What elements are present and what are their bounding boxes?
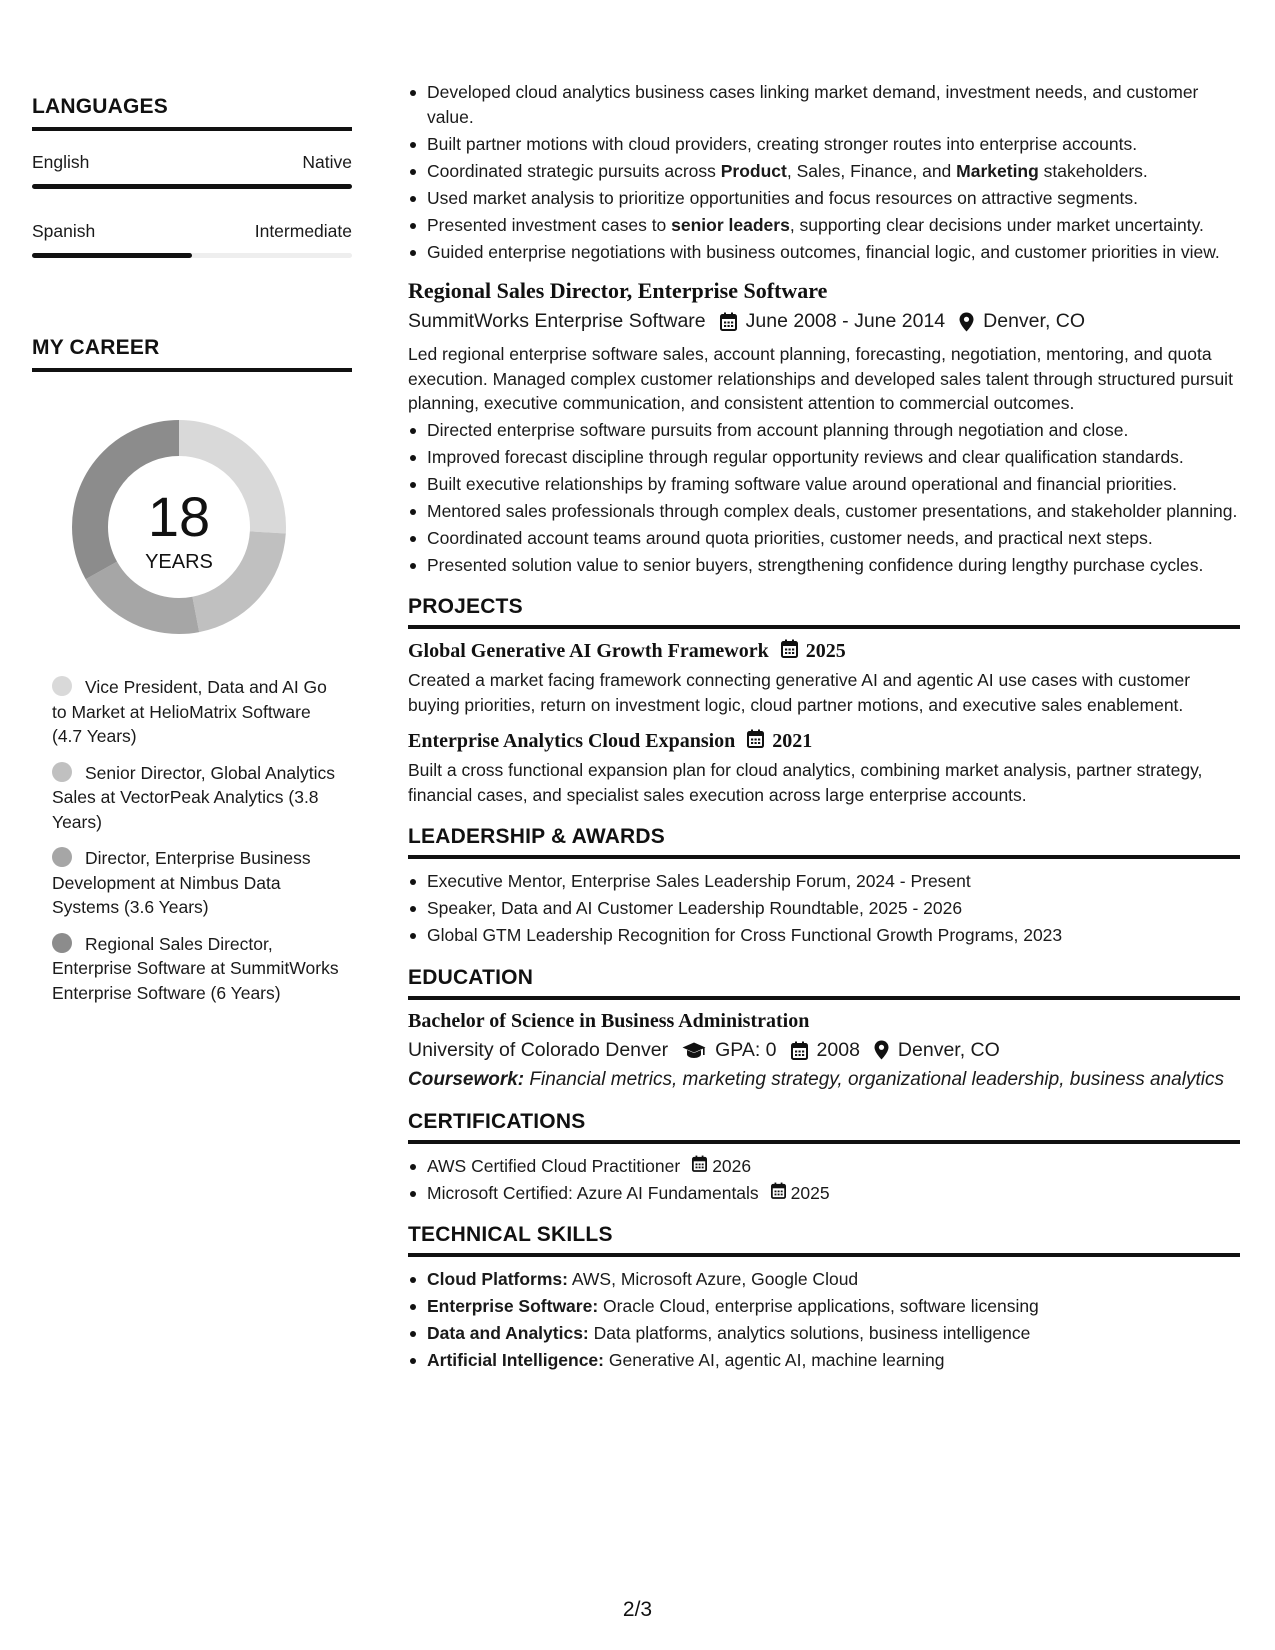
language-bar-spanish bbox=[32, 253, 352, 258]
certification-year: 2025 bbox=[790, 1182, 830, 1203]
legend-dot-icon bbox=[52, 762, 72, 782]
skill-values: Data platforms, analytics solutions, business intelligence bbox=[588, 1323, 1031, 1343]
gpa: GPA: 0 bbox=[715, 1038, 777, 1061]
career-rule bbox=[32, 368, 352, 372]
career-legend-label: Director, Enterprise Business Development at Nimbus Data Systems (3.6 Years) bbox=[52, 848, 311, 917]
job-location: Denver, CO bbox=[983, 310, 1086, 332]
award-item: Speaker, Data and AI Customer Leadership Roundtable, 2025 - 2026 bbox=[408, 896, 1240, 921]
calendar-icon bbox=[692, 1154, 707, 1179]
job-meta bbox=[408, 310, 1240, 333]
graduation-cap-icon bbox=[682, 1042, 706, 1059]
project-year: 2021 bbox=[772, 730, 813, 752]
bullet-item: Improved forecast discipline through regular opportunity reviews and clear qualification standards. bbox=[408, 445, 1240, 470]
career-heading: MY CAREER bbox=[32, 336, 160, 359]
language-bar-fill bbox=[32, 253, 192, 258]
bullet-item: Directed enterprise software pursuits from account planning through negotiation and close. bbox=[408, 418, 1240, 443]
skill-item bbox=[408, 1294, 1240, 1319]
previous-job-bullets bbox=[408, 80, 1240, 264]
languages-section bbox=[32, 95, 352, 131]
bullet-item: Guided enterprise negotiations with business outcomes, financial logic, and customer priorities in view. bbox=[408, 240, 1240, 265]
skill-values: Generative AI, agentic AI, machine learning bbox=[603, 1350, 945, 1370]
certification-item bbox=[408, 1154, 1240, 1179]
skill-values: Oracle Cloud, enterprise applications, software licensing bbox=[598, 1296, 1039, 1316]
skill-item bbox=[408, 1321, 1240, 1346]
education-rule bbox=[408, 996, 1240, 1000]
skill-category: Data and Analytics: bbox=[427, 1323, 589, 1343]
project-description: Built a cross functional expansion plan for cloud analytics, combining market analysis, partner strategy, financial cases, and specialist sales execution across large enterprise accounts. bbox=[408, 760, 1203, 805]
skill-item bbox=[408, 1267, 1240, 1292]
career-legend-item bbox=[52, 846, 342, 920]
bullet-item: Coordinated strategic pursuits across Product, Sales, Finance, and Marketing stakeholders. bbox=[408, 159, 1240, 184]
awards-list bbox=[408, 869, 1240, 948]
project-name: Enterprise Analytics Cloud Expansion bbox=[408, 730, 736, 752]
career-legend bbox=[52, 675, 342, 1017]
job-dates: June 2008 - June 2014 bbox=[745, 310, 946, 332]
projects-heading: PROJECTS bbox=[408, 595, 523, 618]
language-name: English bbox=[32, 152, 90, 172]
calendar-icon bbox=[791, 1041, 808, 1060]
project-year: 2025 bbox=[805, 640, 846, 662]
award-item: Global GTM Leadership Recognition for Cross Functional Growth Programs, 2023 bbox=[408, 923, 1240, 948]
skill-category: Enterprise Software: bbox=[427, 1296, 599, 1316]
career-total-years: 18 bbox=[147, 485, 211, 548]
skill-category: Cloud Platforms: bbox=[427, 1269, 568, 1289]
skill-item bbox=[408, 1348, 1240, 1373]
school-location: Denver, CO bbox=[897, 1038, 1000, 1061]
legend-dot-icon bbox=[52, 933, 72, 953]
page-number: 2/3 bbox=[622, 1598, 653, 1621]
language-english bbox=[32, 152, 352, 173]
main-content bbox=[408, 80, 1240, 1375]
career-legend-label: Regional Sales Director, Enterprise Software at SummitWorks Enterprise Software (6 Years) bbox=[52, 933, 339, 1003]
career-legend-item bbox=[52, 761, 342, 835]
language-spanish bbox=[32, 221, 352, 242]
project-name: Global Generative AI Growth Framework bbox=[408, 640, 769, 662]
job-title: Regional Sales Director, Enterprise Software bbox=[408, 278, 828, 303]
coursework bbox=[408, 1068, 1240, 1092]
job-summary: Led regional enterprise software sales, account planning, forecasting, negotiation, mentoring, and quota execution. Managed complex customer relationships and developed sales talent through structured pursuit planning, executive communication, and consistent attention to commercial outcomes. bbox=[408, 344, 1233, 413]
legend-dot-icon bbox=[52, 676, 72, 696]
project-description: Created a market facing framework connecting generative AI and agentic AI use cases with customer buying priorities, return on investment logic, cloud partner motions, and executive sales enablement. bbox=[408, 670, 1191, 715]
certification-year: 2026 bbox=[712, 1155, 752, 1176]
skill-category: Artificial Intelligence: bbox=[427, 1350, 604, 1370]
projects-section bbox=[408, 595, 1240, 807]
calendar-icon bbox=[771, 1181, 786, 1206]
language-bar-english bbox=[32, 184, 352, 189]
skills-heading: TECHNICAL SKILLS bbox=[408, 1223, 613, 1246]
career-section bbox=[32, 336, 352, 372]
skills-rule bbox=[408, 1253, 1240, 1257]
bullet-item: Built partner motions with cloud providers, creating stronger routes into enterprise accounts. bbox=[408, 132, 1240, 157]
certification-item bbox=[408, 1181, 1240, 1206]
certifications-section bbox=[408, 1110, 1240, 1206]
project-title bbox=[408, 639, 1240, 664]
skills-list bbox=[408, 1267, 1240, 1373]
language-bar-fill bbox=[32, 184, 352, 189]
languages-heading: LANGUAGES bbox=[32, 95, 168, 118]
language-level: Intermediate bbox=[254, 221, 352, 241]
awards-rule bbox=[408, 855, 1240, 859]
career-legend-item bbox=[52, 932, 342, 1006]
projects-rule bbox=[408, 625, 1240, 629]
bullet-item: Coordinated account teams around quota priorities, customer needs, and practical next steps. bbox=[408, 526, 1240, 551]
education-section bbox=[408, 966, 1240, 1092]
career-legend-item bbox=[52, 675, 342, 749]
career-years-unit: YEARS bbox=[145, 551, 213, 573]
skill-values: AWS, Microsoft Azure, Google Cloud bbox=[567, 1269, 859, 1289]
project-title bbox=[408, 729, 1240, 754]
calendar-icon bbox=[781, 639, 798, 664]
certifications-heading: CERTIFICATIONS bbox=[408, 1109, 586, 1133]
awards-section bbox=[408, 825, 1240, 948]
award-item: Executive Mentor, Enterprise Sales Leadership Forum, 2024 - Present bbox=[408, 869, 1240, 894]
bullet-item: Developed cloud analytics business cases linking market demand, investment needs, and customer value. bbox=[408, 80, 1240, 129]
career-legend-label: Senior Director, Global Analytics Sales at VectorPeak Analytics (3.8 Years) bbox=[52, 762, 335, 832]
bullet-item: Built executive relationships by framing software value around operational and financial priorities. bbox=[408, 472, 1240, 497]
language-name: Spanish bbox=[32, 221, 96, 241]
school-name: University of Colorado Denver bbox=[408, 1038, 669, 1061]
education-meta bbox=[408, 1039, 1240, 1062]
job-company: SummitWorks Enterprise Software bbox=[408, 310, 706, 332]
career-donut-chart bbox=[66, 414, 292, 640]
bullet-item: Presented investment cases to senior leaders, supporting clear decisions under market uncertainty. bbox=[408, 213, 1240, 238]
awards-heading: LEADERSHIP & AWARDS bbox=[408, 825, 665, 848]
calendar-icon bbox=[747, 729, 764, 754]
job-bullets bbox=[408, 418, 1240, 578]
career-legend-label: Vice President, Data and AI Go to Market at HelioMatrix Software (4.7 Years) bbox=[52, 677, 327, 746]
bullet-item: Used market analysis to prioritize opportunities and focus resources on attractive segments. bbox=[408, 186, 1240, 211]
bullet-item: Mentored sales professionals through complex deals, customer presentations, and stakeholder planning. bbox=[408, 499, 1240, 524]
bullet-item: Presented solution value to senior buyers, strengthening confidence during lengthy purchase cycles. bbox=[408, 553, 1240, 578]
coursework-list: Financial metrics, marketing strategy, organizational leadership, business analytics bbox=[524, 1068, 1224, 1090]
legend-dot-icon bbox=[52, 847, 72, 867]
graduation-year: 2008 bbox=[816, 1038, 860, 1061]
certification-name: Microsoft Certified: Azure AI Fundamentals bbox=[427, 1182, 759, 1203]
certifications-list bbox=[408, 1154, 1240, 1206]
language-level: Native bbox=[302, 152, 352, 172]
map-pin-icon bbox=[874, 1040, 889, 1060]
coursework-label: Coursework: bbox=[408, 1068, 525, 1090]
languages-rule bbox=[32, 127, 352, 131]
education-heading: EDUCATION bbox=[408, 965, 534, 989]
degree-title: Bachelor of Science in Business Administration bbox=[408, 1009, 810, 1032]
skills-section bbox=[408, 1223, 1240, 1373]
calendar-icon bbox=[720, 312, 737, 331]
certifications-rule bbox=[408, 1140, 1240, 1144]
map-pin-icon bbox=[959, 312, 974, 332]
certification-name: AWS Certified Cloud Practitioner bbox=[427, 1155, 681, 1176]
